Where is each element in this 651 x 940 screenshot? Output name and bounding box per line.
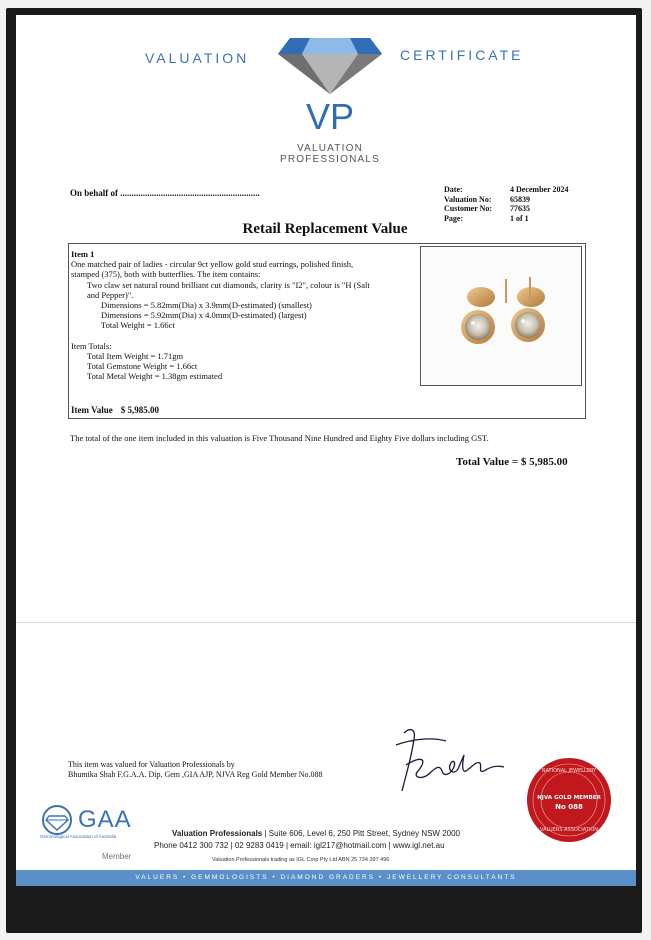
meta-key: Customer No: [444,204,493,213]
footer-band: VALUERS • GEMMOLOGISTS • DIAMOND GRADERS • JEWELLERY CONSULTANTS [16,870,636,886]
meta-value: 4 December 2024 [510,185,569,194]
on-behalf-of: On behalf of .............................................................. [70,188,260,198]
item-total-line: Total Item Weight = 1.71gm [87,350,184,361]
seal-top-text: NATIONAL JEWELLERY [541,768,597,774]
meta-key: Page: [444,213,464,223]
gaa-member: Member [102,852,132,861]
item-value [71,405,159,415]
signature-icon [392,725,522,805]
logo-sub-valuation: VALUATION [297,143,363,154]
item-desc-line: stamped (375), both with butterflies. The item contains: [71,269,261,280]
footer-address: | Suite 606, Level 6, 250 Pitt Street, Sydney NSW 2000 [262,829,460,838]
item-heading: Item 1 [71,249,95,259]
item-totals-heading: Item Totals: [71,340,112,351]
header-certificate: CERTIFICATE [400,47,524,63]
meta-row-valuation-no [444,195,569,205]
meta-key: Valuation No: [444,194,492,204]
page-title: Retail Replacement Value [242,221,408,237]
valuer-statement [68,760,323,780]
earrings-photo [420,246,582,386]
item-value-label: Item Value [71,405,113,415]
meta-value: 77635 [510,204,530,213]
item-value-amount: $ 5,985.00 [120,405,160,415]
seal-member-text: NJVA GOLD MEMBER [537,795,601,801]
total-sentence: The total of the one item included in this valuation is Five Thousand Nine Hundred and Eighty Five dollars including GST. [70,433,489,443]
fold-line [16,622,636,623]
meta-key: Date: [444,185,463,194]
meta-block [444,185,569,223]
item-stones-line: and Pepper)". [87,289,134,300]
item-description [71,249,416,381]
item-stones-line: Two claw set natural round brilliant cut diamonds, clarity is "I2", colour is "H (Salt [87,279,370,290]
gaa-subtitle: Gemmological Association of Australia [40,834,117,839]
gaa-diamond-icon [40,805,74,835]
item-dimension: Dimensions = 5.82mm(Dia) x 3.9mm(D-estimated) (smallest) [101,300,312,311]
diamond-logo-icon [276,36,384,96]
earrings-image-icon [421,247,581,385]
item-total-line: Total Gemstone Weight = 1.66ct [87,361,198,372]
meta-row-date [444,185,569,195]
footer-company: Valuation Professionals [172,829,263,838]
logo-vp: VP [305,96,355,137]
footer-contact: Phone 0412 300 732 | 02 9283 0419 | email: igl217@hotmail.com | www.igl.net.au [154,841,445,850]
item-total-weight: Total Weight = 1.66ct [101,320,175,331]
footer-company-line [172,829,460,838]
footer-trading: Valuation Professionals trading as IGL Corp Pty Ltd ABN 25 734 397 496 [212,857,390,863]
valuer-credentials: Bhumika Shah F.G.A.A. Dip. Gem ,GIA AJP, NJVA Reg Gold Member No.088 [68,770,323,779]
gaa-name: GAA [78,806,132,833]
header-valuation: VALUATION [145,50,250,66]
seal-number-text: No 088 [555,803,583,811]
item-desc-line: One matched pair of ladies - circular 9ct yellow gold stud earrings, polished finish, [71,259,354,270]
meta-value: 1 of 1 [510,213,529,223]
meta-value: 65839 [510,194,530,204]
item-dimension: Dimensions = 5.92mm(Dia) x 4.0mm(D-estimated) (largest) [101,310,307,321]
njva-seal-icon [524,755,614,845]
seal-bottom-text: VALUERS ASSOCIATION [539,827,599,833]
meta-row-customer-no [444,204,569,214]
valuer-line: This item was valued for Valuation Professionals by [68,760,235,769]
logo-sub-professionals: PROFESSIONALS [279,154,381,165]
item-total-line: Total Metal Weight = 1.38gm estimated [87,371,223,382]
total-value: Total Value = $ 5,985.00 [456,456,568,468]
